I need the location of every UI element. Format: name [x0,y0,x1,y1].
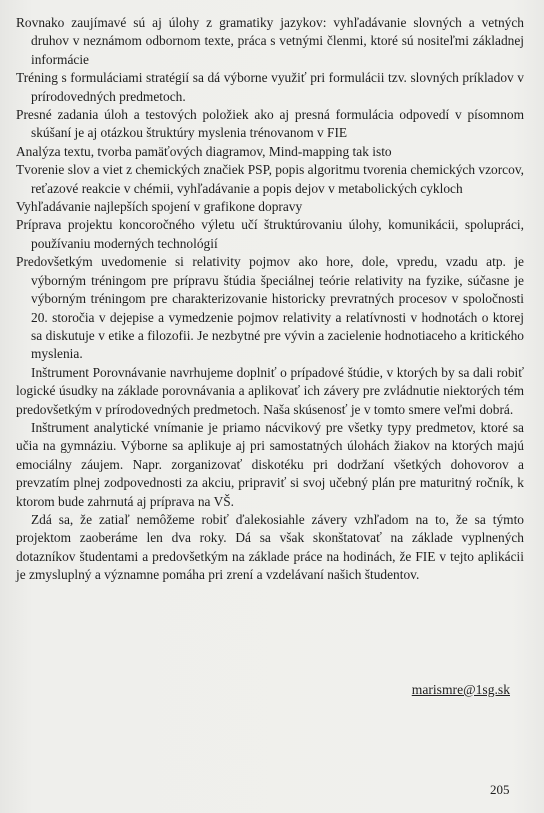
body-text [16,14,524,585]
list-item: Vyhľadávanie najlepších spojení v grafikone dopravy [16,199,303,215]
list-item: Presné zadania úloh a testových položiek ako aj presná formulácia odpovedí v písomnom skúšaní je aj otázkou štruktúry myslenia trénovanom v FIE [16,107,524,141]
list-item: Tréning s formuláciami stratégií sa dá výborne využiť pri formulácii tzv. slovných príkladov v prírodovedných predmetoch. [16,70,524,104]
author-email: marismre@1sg.sk [411,682,510,697]
list-item: Analýza textu, tvorba pamäťových diagramov, Mind-mapping tak isto [16,143,392,159]
paragraph: Zdá sa, že zatiaľ nemôžeme robiť ďalekosiahle závery vzhľadom na to, že sa týmto projektom zaoberáme len dva roky. Dá sa však skonštatovať na základe vyplnených dotazníkov študentami a predovšetkým na základe práce na hodinách, že FIE v tejto aplikácii je zmysluplný a významne pomáha pri zrení a vzdelávaní našich študentov. [16,511,524,583]
list-item: Predovšetkým uvedomenie si relativity pojmov ako hore, dole, vpredu, vzadu atp. je výborným tréningom pre prípravu štúdia špeciálnej teórie relativity na fyzike, súčasne je výborným tréningom pre charakterizovanie historicky prevratných procesov v spoločnosti 20. storočia v dejepise a vymedzenie pojmov relativity a relatívnosti v hodnotách o ktorej sa diskutuje v etike a filozofii. Je nezbytné pre vývin a zacielenie hodnotiaceho a kritického myslenia. [16,254,524,362]
paragraph: Inštrument Porovnávanie navrhujeme doplniť o prípadové štúdie, v ktorých by sa dali robiť logické úsudky na základe porovnávania a aplikovať ich závery pre zvládnutie niektorých tém predovšetkým v prírodovedných predmetoch. Naša skúsenosť je v tomto smere veľmi dobrá. [16,364,524,417]
list-item: Príprava projektu koncoročného výletu učí štruktúrovaniu úlohy, komunikácii, spolupráci, používaniu moderných technológií [16,217,524,251]
list-item: Rovnako zaujímavé sú aj úlohy z gramatiky jazykov: vyhľadávanie slovných a vetných druhov v neznámom odbornom texte, práca s vetnými členmi, ktoré sú nositeľmi základnej informácie [16,15,524,67]
page-number: 205 [490,782,510,797]
paragraph: Inštrument analytické vnímanie je priamo nácvikový pre všetky typy predmetov, ktoré sa učia na gymnáziu. Výborne sa aplikuje aj pri samostatných úlohách žiakov na ktorých majú emociálny záujem. Napr. zorganizovať diskotéku pri dodržaní všetkých dohovorov a prevzatím plnej zodpovednosti za akciu, pripraviť si svoj učebný plán pre maturitný ročník, k ktorom bude zahrnutá aj príprava na VŠ. [16,419,524,509]
list-item: Tvorenie slov a viet z chemických značiek PSP, popis algoritmu tvorenia chemických vzorcov, reťazové reakcie v chémii, vyhľadávanie a popis dejov v metabolických cykloch [16,162,524,196]
